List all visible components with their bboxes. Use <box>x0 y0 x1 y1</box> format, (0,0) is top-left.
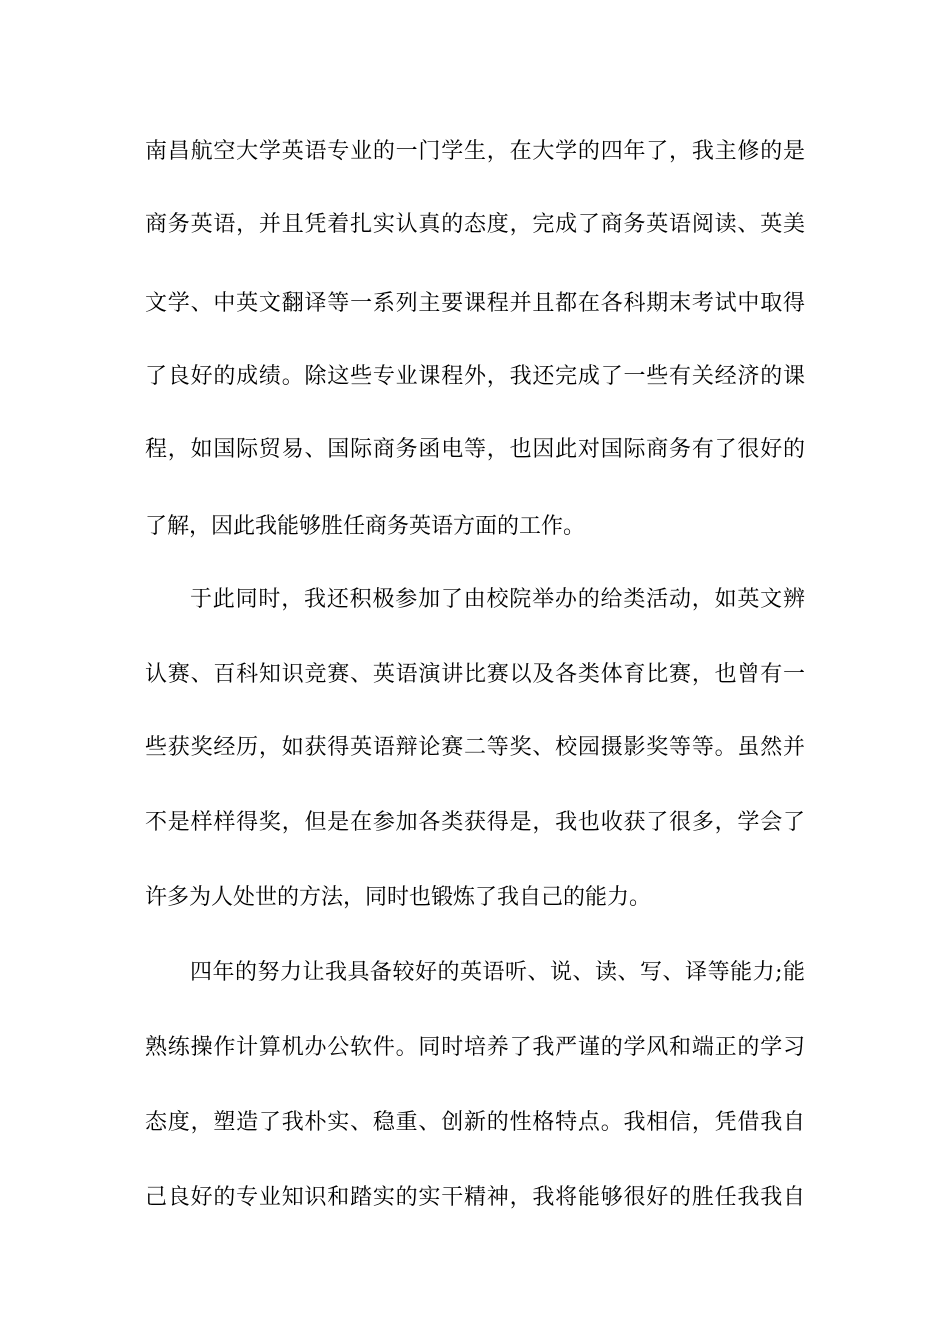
paragraph-3-line-4: 己良好的专业知识和踏实的实干精神，我将能够很好的胜任我我自 <box>145 1185 805 1210</box>
paragraph-2-line-2: 认赛、百科知识竞赛、英语演讲比赛以及各类体育比赛，也曾有一 <box>145 662 805 687</box>
paragraph-1-line-2: 商务英语，并且凭着扎实认真的态度，完成了商务英语阅读、英美 <box>145 212 805 237</box>
paragraph-2-line-5: 许多为人处世的方法，同时也锻炼了我自己的能力。 <box>145 885 652 910</box>
paragraph-3-line-3: 态度，塑造了我朴实、稳重、创新的性格特点。我相信，凭借我自 <box>145 1110 805 1135</box>
paragraph-3-line-1: 四年的努力让我具备较好的英语听、说、读、写、译等能力;能 <box>190 960 805 985</box>
paragraph-1-line-6: 了解，因此我能够胜任商务英语方面的工作。 <box>145 514 586 539</box>
paragraph-1-line-5: 程，如国际贸易、国际商务函电等，也因此对国际商务有了很好的 <box>145 437 805 462</box>
paragraph-1-line-3: 文学、中英文翻译等一系列主要课程并且都在各科期末考试中取得 <box>145 291 805 316</box>
paragraph-2-line-3: 些获奖经历，如获得英语辩论赛二等奖、校园摄影奖等等。虽然并 <box>145 735 805 760</box>
paragraph-2-line-1: 于此同时，我还积极参加了由校院举办的给类活动，如英文辨 <box>190 587 805 612</box>
paragraph-3-line-2: 熟练操作计算机办公软件。同时培养了我严谨的学风和端正的学习 <box>145 1035 805 1060</box>
paragraph-1-line-4: 了良好的成绩。除这些专业课程外，我还完成了一些有关经济的课 <box>145 364 805 389</box>
paragraph-2-line-4: 不是样样得奖，但是在参加各类获得是，我也收获了很多，学会了 <box>145 810 805 835</box>
paragraph-1-line-1: 南昌航空大学英语专业的一门学生，在大学的四年了，我主修的是 <box>145 139 805 164</box>
